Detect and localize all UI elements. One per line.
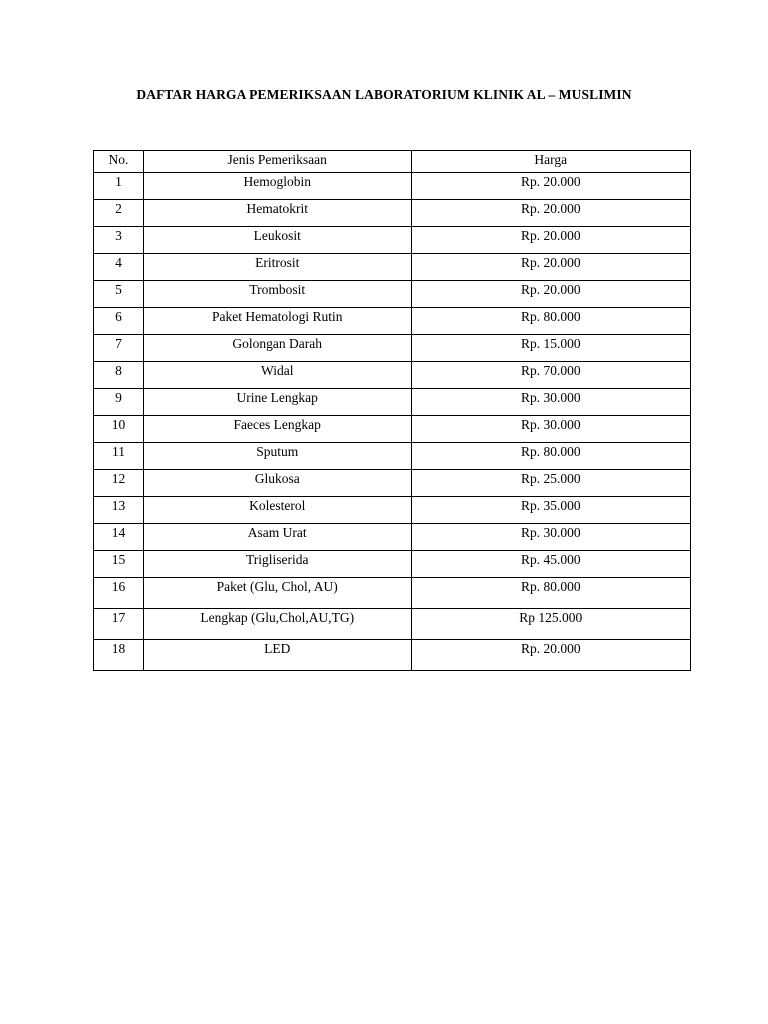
row-no: 13 xyxy=(94,497,144,524)
row-no: 16 xyxy=(94,578,144,609)
row-price: Rp. 20.000 xyxy=(411,200,690,227)
table-row xyxy=(94,443,691,470)
row-name: Urine Lengkap xyxy=(143,389,411,416)
price-table xyxy=(93,150,691,671)
row-no: 11 xyxy=(94,443,144,470)
row-name: Lengkap (Glu,Chol,AU,TG) xyxy=(143,609,411,640)
row-no: 14 xyxy=(94,524,144,551)
row-price: Rp. 35.000 xyxy=(411,497,690,524)
row-no: 17 xyxy=(94,609,144,640)
row-name: Paket (Glu, Chol, AU) xyxy=(143,578,411,609)
row-name: Leukosit xyxy=(143,227,411,254)
table-row xyxy=(94,362,691,389)
row-name: Widal xyxy=(143,362,411,389)
row-name: Eritrosit xyxy=(143,254,411,281)
row-price: Rp. 20.000 xyxy=(411,254,690,281)
row-price: Rp. 70.000 xyxy=(411,362,690,389)
row-no: 9 xyxy=(94,389,144,416)
row-price: Rp. 80.000 xyxy=(411,443,690,470)
table-row xyxy=(94,335,691,362)
row-price: Rp. 20.000 xyxy=(411,227,690,254)
table-row xyxy=(94,524,691,551)
table-row xyxy=(94,551,691,578)
row-no: 15 xyxy=(94,551,144,578)
row-no: 6 xyxy=(94,308,144,335)
table-row xyxy=(94,281,691,308)
row-no: 4 xyxy=(94,254,144,281)
row-no: 10 xyxy=(94,416,144,443)
row-name: Paket Hematologi Rutin xyxy=(143,308,411,335)
table-row xyxy=(94,416,691,443)
table-row xyxy=(94,308,691,335)
row-name: Asam Urat xyxy=(143,524,411,551)
row-no: 8 xyxy=(94,362,144,389)
row-no: 2 xyxy=(94,200,144,227)
table-row xyxy=(94,254,691,281)
row-no: 3 xyxy=(94,227,144,254)
row-name: Trombosit xyxy=(143,281,411,308)
row-name: Golongan Darah xyxy=(143,335,411,362)
row-price: Rp. 80.000 xyxy=(411,308,690,335)
table-row xyxy=(94,200,691,227)
row-name: Glukosa xyxy=(143,470,411,497)
row-name: Sputum xyxy=(143,443,411,470)
row-no: 1 xyxy=(94,173,144,200)
table-row xyxy=(94,173,691,200)
row-no: 5 xyxy=(94,281,144,308)
table-row xyxy=(94,470,691,497)
row-name: Hemoglobin xyxy=(143,173,411,200)
row-name: Kolesterol xyxy=(143,497,411,524)
row-name: Hematokrit xyxy=(143,200,411,227)
table-row xyxy=(94,497,691,524)
row-price: Rp 125.000 xyxy=(411,609,690,640)
table-row xyxy=(94,389,691,416)
column-header-no: No. xyxy=(94,151,144,173)
row-price: Rp. 20.000 xyxy=(411,640,690,671)
row-price: Rp. 15.000 xyxy=(411,335,690,362)
row-price: Rp. 30.000 xyxy=(411,389,690,416)
column-header-name: Jenis Pemeriksaan xyxy=(143,151,411,173)
row-name: Faeces Lengkap xyxy=(143,416,411,443)
row-price: Rp. 20.000 xyxy=(411,281,690,308)
row-no: 12 xyxy=(94,470,144,497)
row-price: Rp. 30.000 xyxy=(411,416,690,443)
table-row xyxy=(94,609,691,640)
column-header-price: Harga xyxy=(411,151,690,173)
row-price: Rp. 80.000 xyxy=(411,578,690,609)
row-name: Trigliserida xyxy=(143,551,411,578)
table-row xyxy=(94,227,691,254)
row-price: Rp. 20.000 xyxy=(411,173,690,200)
row-no: 7 xyxy=(94,335,144,362)
table-row xyxy=(94,578,691,609)
table-header-row xyxy=(94,151,691,173)
table-row xyxy=(94,640,691,671)
row-name: LED xyxy=(143,640,411,671)
row-price: Rp. 45.000 xyxy=(411,551,690,578)
row-no: 18 xyxy=(94,640,144,671)
row-price: Rp. 30.000 xyxy=(411,524,690,551)
row-price: Rp. 25.000 xyxy=(411,470,690,497)
page-title: DAFTAR HARGA PEMERIKSAAN LABORATORIUM KLINIK AL – MUSLIMIN xyxy=(136,87,632,102)
